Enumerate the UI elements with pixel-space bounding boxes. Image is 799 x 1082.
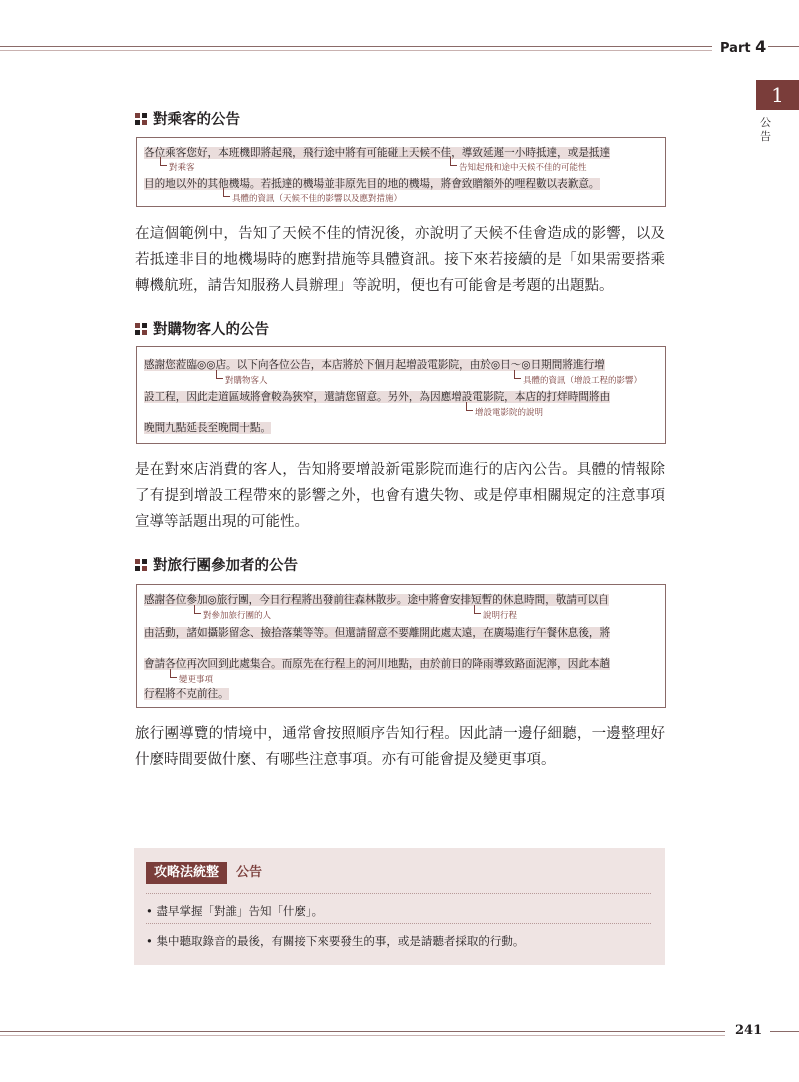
announcement-line: 行程將不克前往。	[144, 688, 229, 700]
square-bullet-icon	[135, 323, 147, 335]
announcement-line: 會請各位再次回到此處集合。而原先在行程上的河川地點，由於前日的降雨導致路面泥濘，因此本趟	[144, 658, 611, 670]
header-rule-right	[768, 46, 799, 47]
section-title-text: 對購物客人的公告	[153, 322, 269, 338]
summary-tag: 攻略法統整	[146, 862, 227, 884]
square-bullet-icon	[135, 559, 147, 571]
announcement-line: 設工程，因此走道區域將會較為狹窄，還請您留意。另外，為因應增設電影院，本店的打烊時間將由	[144, 391, 611, 403]
annotation-note: 對參加旅行團的人	[203, 611, 272, 621]
annotation-note: 說明行程	[483, 611, 518, 621]
announcement-line: 晚間九點延長至晚間十點。	[144, 422, 272, 434]
annotation-note: 具體的資訊（增設工程的影響）	[523, 376, 643, 386]
annotation-note: 具體的資訊（天候不佳的影響以及應對措施）	[232, 194, 403, 204]
header-rule-thin	[0, 50, 712, 51]
summary-item: • 集中聽取錄音的最後，有關接下來要發生的事，或是請聽者採取的行動。	[146, 923, 651, 949]
section-title-passengers	[135, 108, 240, 129]
explanation-paragraph: 是在對來店消費的客人，告知將要增設新電影院而進行的店內公告。具體的情報除了有提到增設工程帶來的影響之外，也會有遺失物、或是停車相關規定的注意事項宣導等話題出現的可能性。	[135, 462, 665, 530]
chapter-title: 公告	[760, 116, 771, 143]
part-label	[720, 37, 766, 56]
annotation-note: 告知起飛和途中天候不佳的可能性	[459, 163, 587, 173]
footer-rule	[0, 1031, 725, 1032]
announcement-box-passengers	[136, 137, 666, 207]
chapter-tab: 1	[756, 80, 799, 110]
annotation-note: 增設電影院的說明	[475, 408, 544, 418]
annotation-note: 對購物客人	[225, 376, 268, 386]
explanation-paragraph: 旅行團導覽的情境中，通常會按照順序告知行程。因此請一邊仔細聽，一邊整理好什麼時間要做什麼、有哪些注意事項。亦有可能會提及變更事項。	[135, 726, 665, 768]
part-text: Part	[720, 41, 751, 56]
header-rule	[0, 46, 712, 47]
announcement-box-shoppers	[136, 346, 666, 444]
explanation-paragraph: 在這個範例中，告知了天候不佳的情況後，亦說明了天候不佳會造成的影響，以及若抵達非目的地機場時的應對措施等具體資訊。接下來若接續的是「如果需要搭乘轉機航班，請告知服務人員辦理」等說明，便也有可能會是考題的出題點。	[135, 226, 665, 294]
announcement-line: 由活動，諸如攝影留念、撿拾落葉等等。但還請留意不要離開此處太遠，在廣場進行午餐休息後，將	[144, 627, 611, 639]
section-title-tour-group	[135, 554, 298, 575]
announcement-line: 感謝各位參加◎旅行團，今日行程將出發前往森林散步。途中將會安排短暫的休息時間，敬請可以自	[144, 594, 609, 606]
announcement-line: 感謝您蒞臨◎◎店。以下向各位公告，本店將於下個月起增設電影院，由於◎日～◎日期間將進行增	[144, 359, 605, 371]
footer-rule-right	[770, 1031, 799, 1032]
section-title-shoppers	[135, 318, 269, 339]
announcement-line: 各位乘客您好，本班機即將起飛，飛行途中將有可能碰上天候不佳，導致延遲一小時抵達，或是抵達	[144, 147, 611, 159]
square-bullet-icon	[135, 113, 147, 125]
summary-item: • 盡早掌握「對誰」告知「什麼」。	[146, 893, 651, 919]
summary-title: 公告	[236, 865, 263, 880]
part-number: 4	[755, 37, 767, 56]
announcement-box-tour-group	[136, 584, 666, 708]
section-title-text: 對乘客的公告	[153, 112, 240, 128]
page-number: 241	[735, 1023, 763, 1038]
annotation-note: 變更事項	[179, 675, 214, 685]
announcement-line: 目的地以外的其他機場。若抵達的機場並非原先目的地的機場，將會致贈額外的哩程數以表歉意。	[144, 178, 600, 190]
section-title-text: 對旅行團參加者的公告	[153, 558, 298, 574]
footer-rule-thin	[0, 1035, 725, 1036]
annotation-note: 對乘客	[169, 163, 195, 173]
strategy-summary-box	[134, 848, 665, 965]
